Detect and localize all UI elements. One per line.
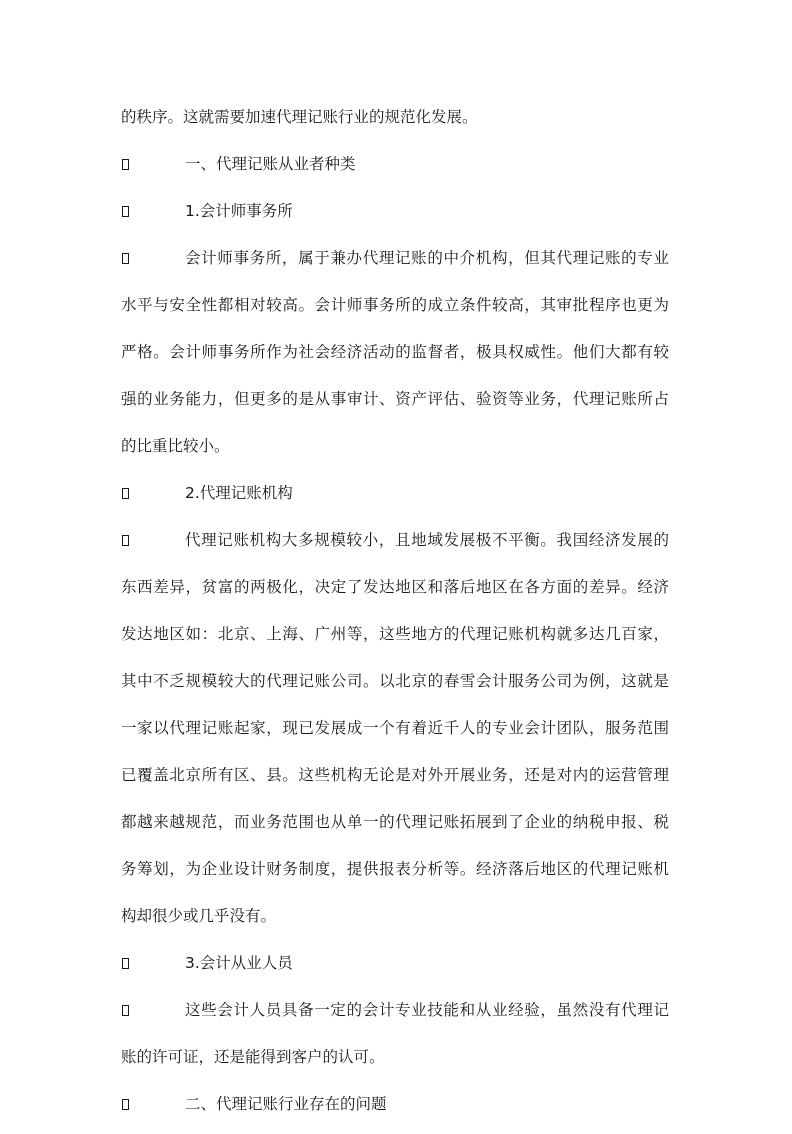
paragraph-text: 其中不乏规模较大的代理记账公司。以北京的春雪会计服务公司为例，这就是	[121, 672, 669, 690]
paragraph-text: 强的业务能力，但更多的是从事审计、资产评估、验资等业务，代理记账所占	[121, 390, 669, 408]
heading-text: 2.代理记账机构	[185, 484, 293, 502]
missing-glyph-box-icon	[122, 1005, 129, 1016]
paragraph-text: 发达地区如：北京、上海、广州等，这些地方的代理记账机构就多达几百家，	[121, 625, 669, 643]
document-body	[121, 100, 669, 1134]
paragraph-text: 水平与安全性都相对较高。会计师事务所的成立条件较高，其审批程序也更为	[121, 296, 669, 314]
paragraph-line	[121, 288, 669, 323]
paragraph-text: 严格。会计师事务所作为社会经济活动的监督者，极具权威性。他们大都有较	[121, 343, 669, 361]
paragraph-line	[121, 570, 669, 605]
heading-text: 3.会计从业人员	[185, 954, 293, 972]
paragraph-text: 会计师事务所，属于兼办代理记账的中介机构，但其代理记账的专业	[185, 249, 669, 267]
paragraph-line	[121, 993, 669, 1028]
paragraph-line	[121, 852, 669, 887]
section-heading	[121, 194, 669, 229]
paragraph-text: 的比重比较小。	[121, 437, 230, 455]
paragraph-text: 已覆盖北京所有区、县。这些机构无论是对外开展业务，还是对内的运营管理	[121, 766, 669, 784]
paragraph-text: 账的许可证，还是能得到客户的认可。	[121, 1048, 385, 1066]
paragraph-text: 东西差异，贫富的两极化，决定了发达地区和落后地区在各方面的差异。经济	[121, 578, 669, 596]
paragraph-text: 的秩序。这就需要加速代理记账行业的规范化发展。	[121, 108, 478, 126]
paragraph-line	[121, 805, 669, 840]
section-heading	[121, 476, 669, 511]
section-heading	[121, 946, 669, 981]
paragraph-line	[121, 617, 669, 652]
paragraph-line	[121, 711, 669, 746]
paragraph-line	[121, 100, 669, 135]
missing-glyph-box-icon	[122, 1099, 129, 1110]
paragraph-line	[121, 899, 669, 934]
paragraph-text: 一家以代理记账起家，现已发展成一个有着近千人的专业会计团队，服务范围	[121, 719, 669, 737]
heading-text: 二、代理记账行业存在的问题	[185, 1095, 387, 1113]
heading-text: 一、代理记账从业者种类	[185, 155, 356, 173]
paragraph-text: 构却很少或几乎没有。	[121, 907, 277, 925]
paragraph-line	[121, 523, 669, 558]
missing-glyph-box-icon	[122, 159, 129, 170]
missing-glyph-box-icon	[122, 253, 129, 264]
paragraph-text: 这些会计人员具备一定的会计专业技能和从业经验，虽然没有代理记	[185, 1001, 669, 1019]
section-heading	[121, 1087, 669, 1122]
missing-glyph-box-icon	[122, 958, 129, 969]
paragraph-line	[121, 241, 669, 276]
paragraph-line	[121, 664, 669, 699]
paragraph-line	[121, 758, 669, 793]
paragraph-text: 代理记账机构大多规模较小，且地域发展极不平衡。我国经济发展的	[185, 531, 669, 549]
heading-text: 1.会计师事务所	[185, 202, 293, 220]
paragraph-text: 务筹划，为企业设计财务制度，提供报表分析等。经济落后地区的代理记账机	[121, 860, 669, 878]
paragraph-text: 都越来越规范，而业务范围也从单一的代理记账拓展到了企业的纳税申报、税	[121, 813, 669, 831]
missing-glyph-box-icon	[122, 535, 129, 546]
paragraph-line	[121, 382, 669, 417]
paragraph-line	[121, 1040, 669, 1075]
missing-glyph-box-icon	[122, 206, 129, 217]
paragraph-line	[121, 429, 669, 464]
paragraph-line	[121, 335, 669, 370]
section-heading	[121, 147, 669, 182]
missing-glyph-box-icon	[122, 488, 129, 499]
